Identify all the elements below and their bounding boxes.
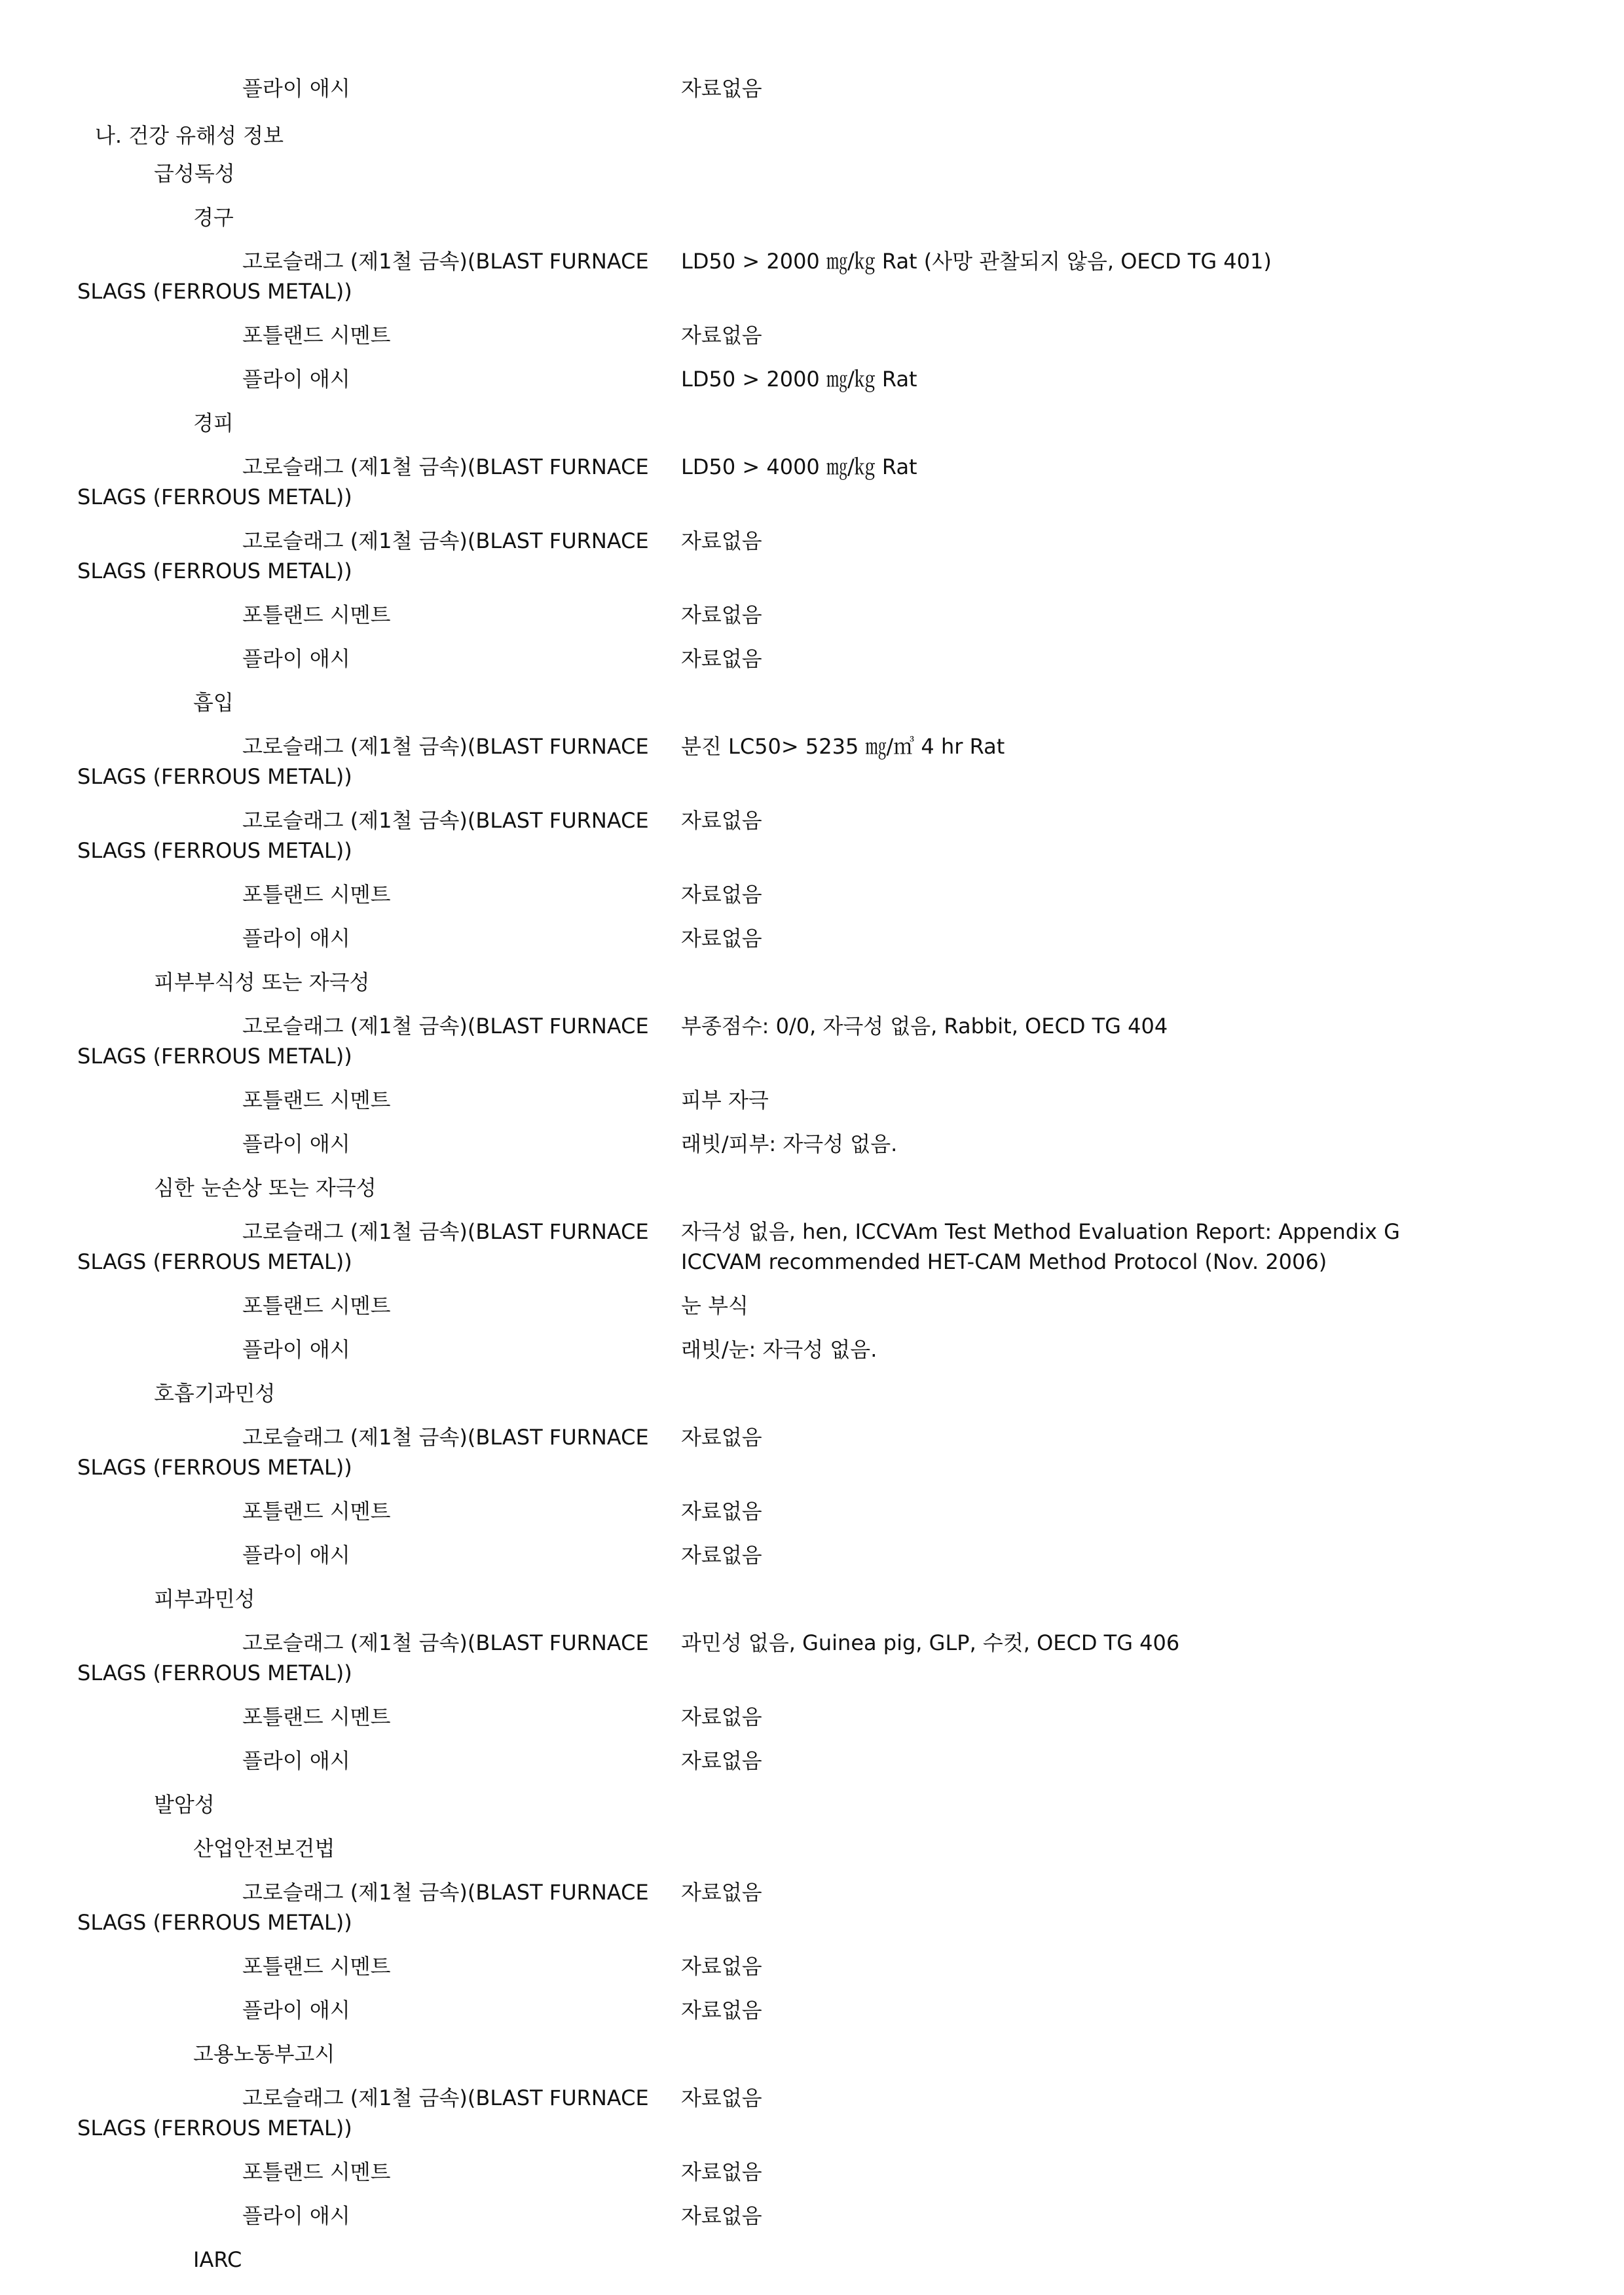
item-value: 자료없음 (681, 528, 762, 553)
item-label: 포틀랜드 시멘트 (242, 1954, 391, 1979)
item-label-continued: SLAGS (FERROUS METAL)) (77, 1249, 352, 1274)
item-value: 자료없음 (681, 1543, 762, 1568)
item-value: 과민성 없음, Guinea pig, GLP, 수컷, OECD TG 406 (681, 1630, 1180, 1655)
subsection-heading: 발암성 (154, 1792, 215, 1817)
subsection-heading: 급성독성 (154, 161, 235, 186)
route-heading: 경피 (193, 411, 234, 435)
route-heading: 경구 (193, 205, 234, 230)
item-value: 자료없음 (681, 926, 762, 951)
route-heading: 고용노동부고시 (193, 2042, 335, 2066)
item-label-continued: SLAGS (FERROUS METAL)) (77, 559, 352, 583)
item-value: 자료없음 (681, 323, 762, 348)
item-value: 자료없음 (681, 602, 762, 627)
item-label: 포틀랜드 시멘트 (242, 2159, 391, 2184)
item-label: 플라이 애시 (242, 367, 350, 392)
item-value: 자료없음 (681, 2085, 762, 2110)
item-label: 포틀랜드 시멘트 (242, 1704, 391, 1729)
subsection-heading: 호흡기과민성 (154, 1381, 276, 1406)
route-heading: IARC (193, 2247, 242, 2272)
item-value: 자료없음 (681, 1499, 762, 1524)
item-label: 포틀랜드 시멘트 (242, 1499, 391, 1524)
item-label-continued: SLAGS (FERROUS METAL)) (77, 838, 352, 863)
item-label: 고로슬래그 (제1철 금속)(BLAST FURNACE (242, 1219, 649, 1244)
item-label-continued: SLAGS (FERROUS METAL)) (77, 485, 352, 509)
item-label: 플라이 애시 (242, 2203, 350, 2228)
subsection-heading: 심한 눈손상 또는 자극성 (154, 1175, 377, 1200)
item-value: 자료없음 (681, 882, 762, 907)
item-value: 자료없음 (681, 1748, 762, 1773)
item-value: 자극성 없음, hen, ICCVAm Test Method Evaluation Report: Appendix G (681, 1219, 1400, 1244)
item-value: LD50 > 2000 ㎎/㎏ Rat (681, 367, 917, 392)
item-label: 플라이 애시 (242, 1748, 350, 1773)
item-label: 고로슬래그 (제1철 금속)(BLAST FURNACE (242, 249, 649, 274)
item-label-continued: SLAGS (FERROUS METAL)) (77, 1455, 352, 1480)
route-heading: 산업안전보건법 (193, 1836, 335, 1861)
item-label: 플라이 애시 (242, 646, 350, 671)
item-label: 플라이 애시 (242, 926, 350, 951)
item-value: 자료없음 (681, 1704, 762, 1729)
item-value: 래빗/눈: 자극성 없음. (681, 1337, 877, 1362)
item-value: 자료없음 (681, 1998, 762, 2023)
item-label: 고로슬래그 (제1철 금속)(BLAST FURNACE (242, 528, 649, 553)
item-label: 고로슬래그 (제1철 금속)(BLAST FURNACE (242, 1880, 649, 1905)
subsection-heading: 피부과민성 (154, 1587, 255, 1611)
item-label: 고로슬래그 (제1철 금속)(BLAST FURNACE (242, 1425, 649, 1450)
item-label: 포틀랜드 시멘트 (242, 1088, 391, 1112)
item-label: 고로슬래그 (제1철 금속)(BLAST FURNACE (242, 454, 649, 479)
item-label: 플라이 애시 (242, 1131, 350, 1156)
item-value: 자료없음 (681, 1425, 762, 1450)
item-label-continued: SLAGS (FERROUS METAL)) (77, 2116, 352, 2140)
item-value: 자료없음 (681, 1954, 762, 1979)
item-value: 피부 자극 (681, 1088, 769, 1112)
item-label-continued: SLAGS (FERROUS METAL)) (77, 1044, 352, 1069)
item-label-continued: SLAGS (FERROUS METAL)) (77, 1661, 352, 1685)
item-value: 분진 LC50> 5235 ㎎/㎥ 4 hr Rat (681, 734, 1005, 759)
item-value: 눈 부식 (681, 1293, 748, 1318)
route-heading: 흡입 (193, 690, 234, 715)
item-value: 자료없음 (681, 808, 762, 833)
item-label: 플라이 애시 (242, 1337, 350, 1362)
item-label: 포틀랜드 시멘트 (242, 323, 391, 348)
item-value: 자료없음 (681, 2159, 762, 2184)
item-value: 부종점수: 0/0, 자극성 없음, Rabbit, OECD TG 404 (681, 1014, 1168, 1038)
item-label: 플라이 애시 (242, 1998, 350, 2023)
item-value: LD50 > 4000 ㎎/㎏ Rat (681, 454, 917, 479)
item-value-continued: ICCVAM recommended HET-CAM Method Protocol (Nov. 2006) (681, 1249, 1327, 1274)
item-value: 자료없음 (681, 646, 762, 671)
item-value: 래빗/피부: 자극성 없음. (681, 1131, 898, 1156)
item-label: 포틀랜드 시멘트 (242, 1293, 391, 1318)
item-label: 고로슬래그 (제1철 금속)(BLAST FURNACE (242, 1630, 649, 1655)
item-label: 포틀랜드 시멘트 (242, 882, 391, 907)
item-label-continued: SLAGS (FERROUS METAL)) (77, 279, 352, 304)
item-value: LD50 > 2000 ㎎/㎏ Rat (사망 관찰되지 않음, OECD TG 401) (681, 249, 1272, 274)
subsection-heading: 피부부식성 또는 자극성 (154, 970, 370, 995)
item-label: 고로슬래그 (제1철 금속)(BLAST FURNACE (242, 808, 649, 833)
item-label: 고로슬래그 (제1철 금속)(BLAST FURNACE (242, 2085, 649, 2110)
item-value: 자료없음 (681, 1880, 762, 1905)
item-label: 고로슬래그 (제1철 금속)(BLAST FURNACE (242, 1014, 649, 1038)
section-heading: 나. 건강 유해성 정보 (95, 123, 284, 148)
item-label-continued: SLAGS (FERROUS METAL)) (77, 1910, 352, 1935)
item-label: 플라이 애시 (242, 1543, 350, 1568)
item-label: 포틀랜드 시멘트 (242, 602, 391, 627)
item-value: 자료없음 (681, 2203, 762, 2228)
item-label-continued: SLAGS (FERROUS METAL)) (77, 764, 352, 789)
item-label: 고로슬래그 (제1철 금속)(BLAST FURNACE (242, 734, 649, 759)
item-label: 플라이 애시 (242, 76, 350, 101)
item-value: 자료없음 (681, 76, 762, 101)
